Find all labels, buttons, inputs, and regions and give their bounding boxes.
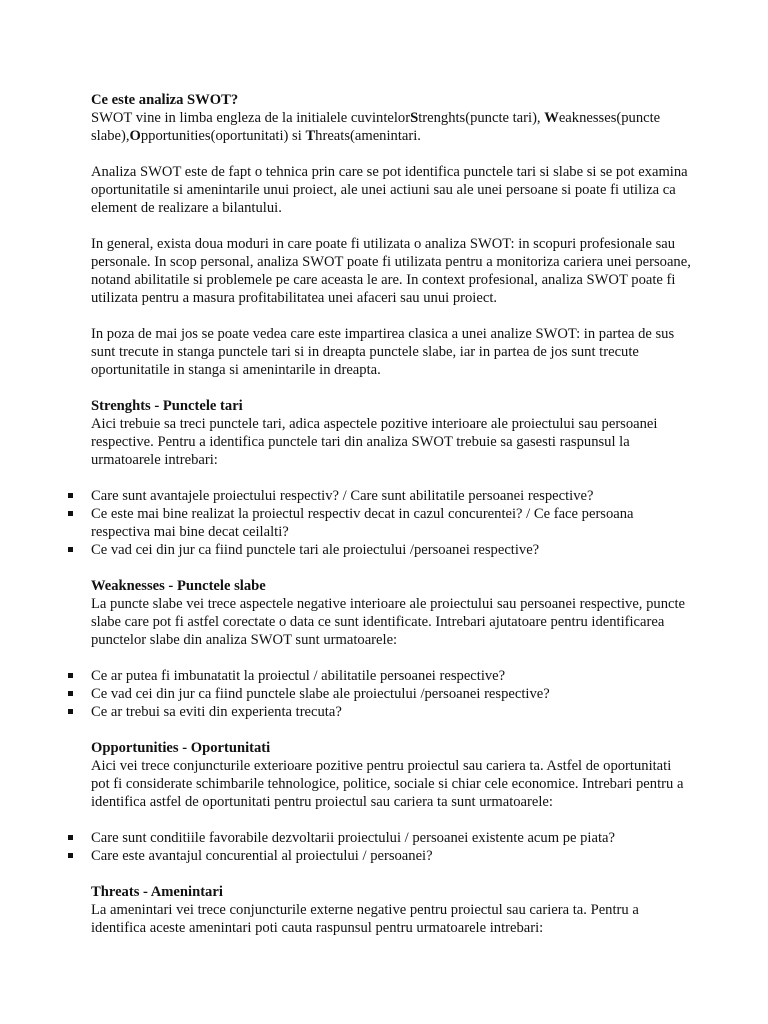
list-item xyxy=(91,505,691,541)
question-list xyxy=(91,829,691,865)
intro-line-a: SWOT vine in limba engleza de la initialele cuvintelor xyxy=(91,110,411,126)
intro-block xyxy=(91,91,691,145)
list-item-text: Ce vad cei din jur ca fiind punctele slabe ale proiectului /persoanei respective? xyxy=(91,686,550,702)
section-opportunities xyxy=(91,739,691,865)
list-item-text: Care este avantajul concurential al proiectului / persoanei? xyxy=(91,848,433,864)
section-heading: Opportunities - Oportunitati xyxy=(91,740,271,756)
section-text: Aici trebuie sa treci punctele tari, adica aspectele pozitive interioare ale proiectului sau persoanei respective. Pentru a identifica punctele tari din analiza SWOT trebuie sa gasesti raspunsul la urmatoarele intrebari: xyxy=(91,416,658,468)
square-bullet-icon xyxy=(68,547,73,552)
list-item xyxy=(91,541,691,559)
square-bullet-icon xyxy=(68,493,73,498)
intro-heading: Ce este analiza SWOT? xyxy=(91,92,239,108)
paragraph: In general, exista doua moduri in care poate fi utilizata o analiza SWOT: in scopuri profesionale sau personale. In scop personal, analiza SWOT poate fi utilizata pentru a monitoriza cariera unei persoane, notand abilitatile si problemele pe care aceasta le are. In context profesional, analiza SWOT poate fi utilizata pentru a masura profitabilitatea unei afaceri sau unui proiect. xyxy=(91,236,691,306)
threats-rest: hreats(amenintari. xyxy=(315,128,421,144)
paragraph: Analiza SWOT este de fapt o tehnica prin care se pot identifica punctele tari si slabe si se pot examina oportunitatile si amenintarile unui proiect, ale unei actiuni sau ale unei persoane si poate fi utiliza ca element de realizare a bilantului. xyxy=(91,164,688,216)
list-item xyxy=(91,667,691,685)
list-item-text: Ce ar putea fi imbunatatit la proiectul / abilitatile persoanei respective? xyxy=(91,668,506,684)
list-item-text: Ce vad cei din jur ca fiind punctele tari ale proiectului /persoanei respective? xyxy=(91,542,540,558)
list-item xyxy=(91,847,691,865)
list-item xyxy=(91,685,691,703)
document-body xyxy=(91,91,691,937)
list-item-text: Care sunt conditiile favorabile dezvoltarii proiectului / persoanei existente acum pe piata? xyxy=(91,830,615,846)
section-threats xyxy=(91,883,691,937)
square-bullet-icon xyxy=(68,691,73,696)
section-heading: Strenghts - Punctele tari xyxy=(91,398,243,414)
letter-t: T xyxy=(305,128,316,144)
section-strengths xyxy=(91,397,691,559)
list-item-text: Ce este mai bine realizat la proiectul respectiv decat in cazul concurentei? / Ce face persoana respectiva mai bine decat ceilalti? xyxy=(91,506,634,540)
letter-o: O xyxy=(129,128,141,144)
square-bullet-icon xyxy=(68,835,73,840)
section-text: Aici vei trece conjuncturile exterioare pozitive pentru proiectul sau cariera ta. Astfel de oportunitati pot fi considerate schimbarile tehnologice, politice, sociale si chiar cele economice. Intrebari pentru a identifica astfel de oportunitati pentru proiectul sau cariera ta sunt urmatoarele: xyxy=(91,758,684,810)
square-bullet-icon xyxy=(68,511,73,516)
question-list xyxy=(91,667,691,721)
square-bullet-icon xyxy=(68,673,73,678)
square-bullet-icon xyxy=(68,709,73,714)
intro-definition xyxy=(91,109,691,145)
section-text: La puncte slabe vei trece aspectele negative interioare ale proiectului sau persoanei respective, puncte slabe care pot fi astfel corectate o data ce sunt identificate. Intrebari ajutatoare pentru identificarea punctelor slabe din analiza SWOT sunt urmatoarele: xyxy=(91,596,685,648)
question-list xyxy=(91,487,691,559)
list-item-text: Ce ar trebui sa eviti din experienta trecuta? xyxy=(91,704,342,720)
list-item xyxy=(91,703,691,721)
weaknesses-rest: eaknesses(puncte slabe), xyxy=(91,110,661,144)
square-bullet-icon xyxy=(68,853,73,858)
section-text: La amenintari vei trece conjuncturile externe negative pentru proiectul sau cariera ta. Pentru a identifica aceste amenintari poti cauta raspunsul pentru urmatoarele intrebari: xyxy=(91,902,639,936)
section-weaknesses xyxy=(91,577,691,721)
list-item xyxy=(91,829,691,847)
list-item xyxy=(91,487,691,505)
letter-s: S xyxy=(410,110,419,126)
list-item-text: Care sunt avantajele proiectului respectiv? / Care sunt abilitatile persoanei respective? xyxy=(91,488,594,504)
strengths-rest: trenghts(puncte tari), xyxy=(418,110,545,126)
section-heading: Threats - Amenintari xyxy=(91,884,223,900)
section-heading: Weaknesses - Punctele slabe xyxy=(91,578,266,594)
opportunities-rest: pportunities(oportunitati) si xyxy=(140,128,306,144)
letter-w: W xyxy=(544,110,559,126)
paragraph: In poza de mai jos se poate vedea care este impartirea clasica a unei analize SWOT: in partea de sus sunt trecute in stanga punctele tari si in dreapta punctele slabe, iar in partea de jos sunt trecute oportunitatile in stanga si amenintarile in dreapta. xyxy=(91,326,675,378)
